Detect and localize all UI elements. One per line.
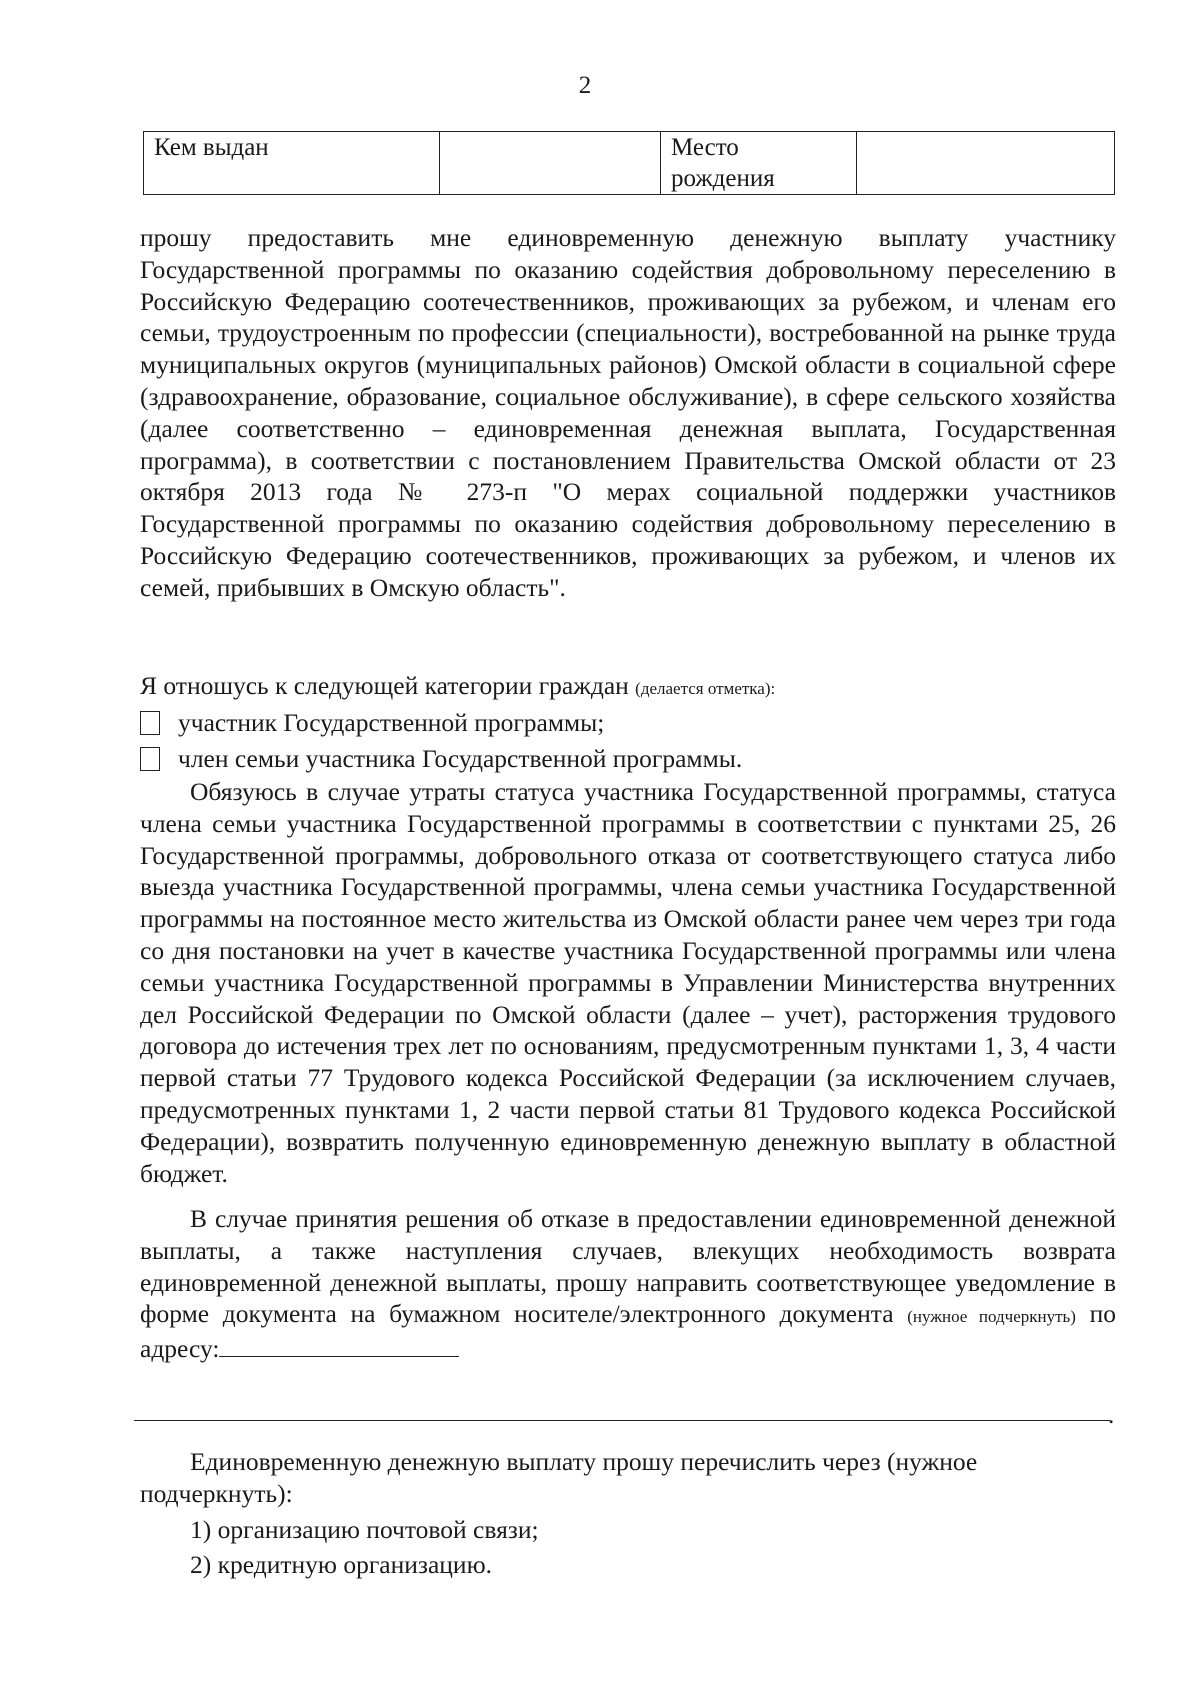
refusal-note: (нужное подчеркнуть) (907, 1307, 1076, 1327)
participant-checkbox[interactable] (140, 711, 160, 735)
category-note: (делается отметка): (635, 679, 776, 698)
issued-by-field[interactable] (440, 132, 661, 195)
transfer-section (140, 1446, 1116, 1581)
transfer-intro: Единовременную денежную выплату прошу перечислить через (нужное подчеркнуть): (140, 1447, 978, 1508)
transfer-option-1: 1) организацию почтовой связи; (190, 1514, 539, 1544)
option-family-label: член семьи участника Государственной программы. (178, 743, 743, 773)
option-family[interactable] (140, 741, 1116, 777)
request-paragraph (140, 222, 1116, 604)
category-intro: Я отношусь к следующей категории граждан (140, 671, 629, 700)
passport-table (143, 131, 1115, 195)
option-participant[interactable] (140, 705, 1116, 741)
document-page: 2 Кем выдан Место рождения прошу предоставить мне единовременную денежную выплату участнику Государственной программы по оказанию содействия добровольному переселению в Российскую Федерацию соотечественников, проживающих за рубежом, и членам его семьи, трудоустроенным по профессии (специальности), востребованной на рынке труда муниципальных округов (муниципальных районов) Омской области в социальной сфере (здравоохранение, образование, социальное обслуживание), в сфере сельского хозяйства (далее соответственно – единовременная денежная выплата, Государственная программа), в соответствии с постановлением Правительства Омской области от 23 октября 2013 года № 273-п "О мерах социальной поддержки участников Государственной программы по оказанию содействия добровольному переселению в Российскую Федерацию соотечественников, проживающих за рубежом, и членов их семей, прибывших в Омскую область". Я отношусь к следующей категории граждан (делается отметка): участник Государственной программы; член семьи участника Государственной программы. Обязуюсь в случае утраты статуса участника Государственной программы, статуса члена семьи участника Государственной программы в соответствии с пунктами 25, 26 Государственной программы, добровольного отказа от соответствующего статуса либо выезда участника Государственной программы, члена семьи участника Государственной программы на постоянное место жительства из Омской области ранее чем через три года со дня постановки на учет в качестве участника Государственной программы или члена семьи участника Государственной программы в Управлении Министерства внутренних дел Российской Федерации по Омской области (далее – учет), расторжения трудового договора до истечения трех лет по основаниям, предусмотренным пунктами 1, 3, 4 части первой статьи 77 Трудового кодекса Российской Федерации (за исключением случаев, предусмотренных пунктами 1, 2 части первой статьи 81 Трудового кодекса Российской Федерации), возвратить полученную единовременную денежную выплату в областной бюджет. В случае принятия решения об отказе в предоставлении единовременной денежной выплаты, а также наступления случаев, влекущих необходимость возврата единовременной денежной выплаты, прошу направить соответствующее уведомление в форме документа на бумажном носителе/электронного документа (нужное подчеркнуть) по адресу: . Единовременную денежную выплату прошу перечислить через (нужное подчеркнуть): 1) организацию почтовой связи; 2) кредитную организацию. (0, 0, 1200, 1697)
address-field[interactable] (219, 1334, 459, 1357)
obligation-text: Обязуюсь в случае утраты статуса участника Государственной программы, статуса члена семьи участника Государственной программы в соответствии с пунктами 25, 26 Государственной программы, добровольного отказа от соответствующего статуса либо выезда участника Государственной программы, члена семьи участника Государственной программы на постоянное место жительства из Омской области ранее чем через три года со дня постановки на учет в качестве участника Государственной программы или члена семьи участника Государственной программы в Управлении Министерства внутренних дел Российской Федерации по Омской области (далее – учет), расторжения трудового договора до истечения трех лет по основаниям, предусмотренным пунктами 1, 3, 4 части первой статьи 77 Трудового кодекса Российской Федерации (за исключением случаев, предусмотренных пунктами 1, 2 части первой статьи 81 Трудового кодекса Российской Федерации), возвратить полученную единовременную денежную выплату в областной бюджет. (140, 777, 1116, 1188)
option-participant-label: участник Государственной программы; (178, 707, 605, 737)
obligation-paragraph (140, 776, 1116, 1189)
refusal-text: В случае принятия решения об отказе в предоставлении единовременной денежной выплаты, а также наступления случаев, влекущих необходимость возврата единовременной денежной выплаты, прошу направить соответствующее уведомление в форме документа на бумажном носителе/электронного документа (140, 1204, 1116, 1329)
family-checkbox[interactable] (140, 747, 160, 771)
transfer-option-2: 2) кредитную организацию. (190, 1550, 493, 1580)
birthplace-label: Место рождения (661, 132, 857, 195)
birthplace-field[interactable] (857, 132, 1115, 195)
request-text: прошу предоставить мне единовременную денежную выплату участнику Государственной программы по оказанию содействия добровольному переселению в Российскую Федерацию соотечественников, проживающих за рубежом, и членам его семьи, трудоустроенным по профессии (специальности), востребованной на рынке труда муниципальных округов (муниципальных районов) Омской области в социальной сфере (здравоохранение, образование, социальное обслуживание), в сфере сельского хозяйства (далее соответственно – единовременная денежная выплата, Государственная программа), в соответствии с постановлением Правительства Омской области от 23 октября 2013 года № 273-п "О мерах социальной поддержки участников Государственной программы по оказанию содействия добровольному переселению в Российскую Федерацию соотечественников, проживающих за рубежом, и членов их семей, прибывших в Омскую область". (140, 223, 1116, 602)
refusal-tail: по адресу: (140, 1299, 1117, 1364)
page-number: 2 (578, 72, 592, 99)
category-section (140, 670, 1116, 777)
address-line-2[interactable] (134, 1420, 1110, 1421)
issued-by-label: Кем выдан (144, 132, 440, 195)
refusal-paragraph (140, 1203, 1116, 1365)
